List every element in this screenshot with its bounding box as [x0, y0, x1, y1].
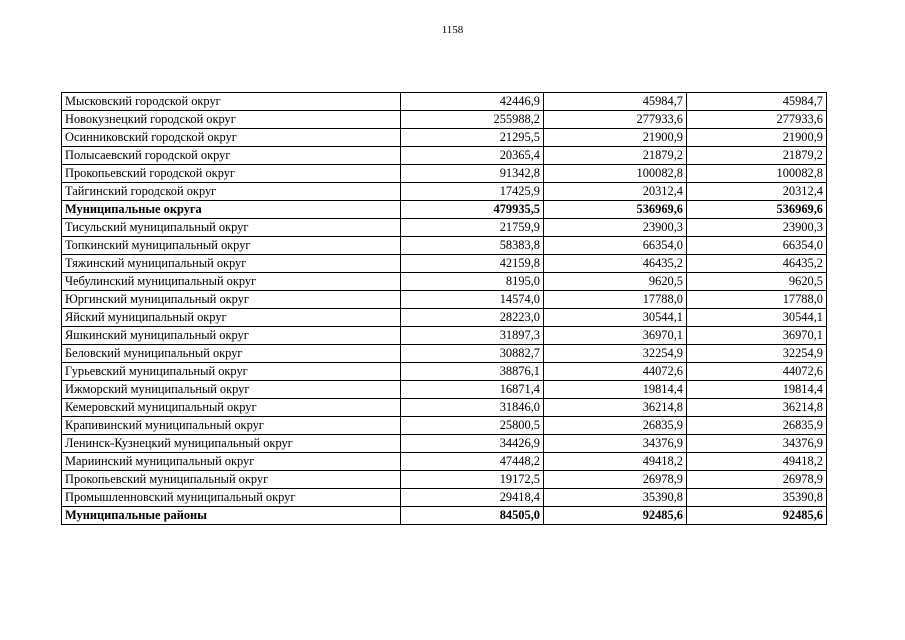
row-value-2-cell: 17788,0 — [544, 291, 687, 309]
row-value-2-cell: 9620,5 — [544, 273, 687, 291]
table-row — [62, 435, 827, 453]
row-value-2-cell: 19814,4 — [544, 381, 687, 399]
row-name-cell: Мысковский городской округ — [62, 93, 401, 111]
row-name-cell: Крапивинский муниципальный округ — [62, 417, 401, 435]
row-value-1-cell: 91342,8 — [401, 165, 544, 183]
row-name-cell: Ленинск-Кузнецкий муниципальный округ — [62, 435, 401, 453]
row-value-1-cell: 84505,0 — [401, 507, 544, 525]
row-name-cell: Юргинский муниципальный округ — [62, 291, 401, 309]
row-value-3-cell: 26835,9 — [687, 417, 827, 435]
row-value-2-cell: 32254,9 — [544, 345, 687, 363]
table-body — [62, 93, 827, 525]
row-name-cell: Ижморский муниципальный округ — [62, 381, 401, 399]
row-value-1-cell: 58383,8 — [401, 237, 544, 255]
row-name-cell: Промышленновский муниципальный округ — [62, 489, 401, 507]
row-value-1-cell: 17425,9 — [401, 183, 544, 201]
row-value-1-cell: 42446,9 — [401, 93, 544, 111]
table-row — [62, 255, 827, 273]
row-value-1-cell: 34426,9 — [401, 435, 544, 453]
row-value-3-cell: 277933,6 — [687, 111, 827, 129]
table-row — [62, 327, 827, 345]
row-value-3-cell: 536969,6 — [687, 201, 827, 219]
row-name-cell: Прокопьевский городской округ — [62, 165, 401, 183]
table-row — [62, 309, 827, 327]
table-row — [62, 453, 827, 471]
row-value-1-cell: 42159,8 — [401, 255, 544, 273]
row-value-2-cell: 92485,6 — [544, 507, 687, 525]
row-value-3-cell: 32254,9 — [687, 345, 827, 363]
row-value-1-cell: 29418,4 — [401, 489, 544, 507]
table-row — [62, 345, 827, 363]
table-row — [62, 471, 827, 489]
row-value-1-cell: 28223,0 — [401, 309, 544, 327]
row-name-cell: Топкинский муниципальный округ — [62, 237, 401, 255]
row-name-cell: Тяжинский муниципальный округ — [62, 255, 401, 273]
row-name-cell: Гурьевский муниципальный округ — [62, 363, 401, 381]
row-value-1-cell: 14574,0 — [401, 291, 544, 309]
row-name-cell: Тайгинский городской округ — [62, 183, 401, 201]
row-name-cell: Мариинский муниципальный округ — [62, 453, 401, 471]
table-row — [62, 417, 827, 435]
page-number: 1158 — [441, 24, 464, 36]
row-value-3-cell: 45984,7 — [687, 93, 827, 111]
row-value-2-cell: 100082,8 — [544, 165, 687, 183]
row-name-cell: Прокопьевский муниципальный округ — [62, 471, 401, 489]
row-value-3-cell: 36970,1 — [687, 327, 827, 345]
table-row — [62, 273, 827, 291]
row-value-3-cell: 30544,1 — [687, 309, 827, 327]
row-value-3-cell: 26978,9 — [687, 471, 827, 489]
table-row — [62, 381, 827, 399]
row-value-1-cell: 25800,5 — [401, 417, 544, 435]
row-value-2-cell: 35390,8 — [544, 489, 687, 507]
row-value-2-cell: 20312,4 — [544, 183, 687, 201]
table-row — [62, 93, 827, 111]
row-name-cell: Новокузнецкий городской округ — [62, 111, 401, 129]
row-value-1-cell: 255988,2 — [401, 111, 544, 129]
row-value-2-cell: 26835,9 — [544, 417, 687, 435]
row-name-cell: Полысаевский городской округ — [62, 147, 401, 165]
row-value-3-cell: 21879,2 — [687, 147, 827, 165]
table-row — [62, 291, 827, 309]
table-row — [62, 363, 827, 381]
table-row — [62, 129, 827, 147]
row-name-cell: Муниципальные округа — [62, 201, 401, 219]
row-value-1-cell: 16871,4 — [401, 381, 544, 399]
row-value-2-cell: 30544,1 — [544, 309, 687, 327]
row-value-2-cell: 66354,0 — [544, 237, 687, 255]
row-name-cell: Беловский муниципальный округ — [62, 345, 401, 363]
row-value-2-cell: 21900,9 — [544, 129, 687, 147]
table-row — [62, 237, 827, 255]
row-value-1-cell: 19172,5 — [401, 471, 544, 489]
row-value-3-cell: 20312,4 — [687, 183, 827, 201]
row-name-cell: Муниципальные районы — [62, 507, 401, 525]
row-value-2-cell: 44072,6 — [544, 363, 687, 381]
row-value-3-cell: 35390,8 — [687, 489, 827, 507]
row-value-2-cell: 536969,6 — [544, 201, 687, 219]
budget-table — [61, 92, 827, 525]
row-value-3-cell: 66354,0 — [687, 237, 827, 255]
row-value-3-cell: 44072,6 — [687, 363, 827, 381]
row-value-3-cell: 19814,4 — [687, 381, 827, 399]
row-value-3-cell: 46435,2 — [687, 255, 827, 273]
row-value-3-cell: 17788,0 — [687, 291, 827, 309]
row-value-2-cell: 45984,7 — [544, 93, 687, 111]
row-value-1-cell: 30882,7 — [401, 345, 544, 363]
row-value-3-cell: 23900,3 — [687, 219, 827, 237]
row-value-2-cell: 49418,2 — [544, 453, 687, 471]
row-value-1-cell: 21295,5 — [401, 129, 544, 147]
row-value-1-cell: 31897,3 — [401, 327, 544, 345]
row-value-2-cell: 46435,2 — [544, 255, 687, 273]
row-value-2-cell: 36214,8 — [544, 399, 687, 417]
row-value-1-cell: 47448,2 — [401, 453, 544, 471]
row-value-3-cell: 100082,8 — [687, 165, 827, 183]
row-value-2-cell: 34376,9 — [544, 435, 687, 453]
row-value-3-cell: 9620,5 — [687, 273, 827, 291]
row-name-cell: Чебулинский муниципальный округ — [62, 273, 401, 291]
row-value-1-cell: 20365,4 — [401, 147, 544, 165]
table-row — [62, 165, 827, 183]
row-value-1-cell: 479935,5 — [401, 201, 544, 219]
row-value-1-cell: 8195,0 — [401, 273, 544, 291]
row-value-1-cell: 21759,9 — [401, 219, 544, 237]
table-total-row — [62, 507, 827, 525]
row-value-1-cell: 38876,1 — [401, 363, 544, 381]
row-value-3-cell: 49418,2 — [687, 453, 827, 471]
table-row — [62, 147, 827, 165]
row-value-3-cell: 36214,8 — [687, 399, 827, 417]
table-total-row — [62, 201, 827, 219]
row-name-cell: Яшкинский муниципальный округ — [62, 327, 401, 345]
table-row — [62, 111, 827, 129]
row-value-2-cell: 23900,3 — [544, 219, 687, 237]
row-name-cell: Кемеровский муниципальный округ — [62, 399, 401, 417]
row-value-2-cell: 36970,1 — [544, 327, 687, 345]
row-name-cell: Осинниковский городской округ — [62, 129, 401, 147]
row-value-3-cell: 92485,6 — [687, 507, 827, 525]
table-row — [62, 183, 827, 201]
table-row — [62, 489, 827, 507]
table-row — [62, 399, 827, 417]
row-value-2-cell: 26978,9 — [544, 471, 687, 489]
row-name-cell: Яйский муниципальный округ — [62, 309, 401, 327]
row-value-2-cell: 277933,6 — [544, 111, 687, 129]
row-name-cell: Тисульский муниципальный округ — [62, 219, 401, 237]
row-value-3-cell: 21900,9 — [687, 129, 827, 147]
table-row — [62, 219, 827, 237]
row-value-2-cell: 21879,2 — [544, 147, 687, 165]
row-value-3-cell: 34376,9 — [687, 435, 827, 453]
row-value-1-cell: 31846,0 — [401, 399, 544, 417]
